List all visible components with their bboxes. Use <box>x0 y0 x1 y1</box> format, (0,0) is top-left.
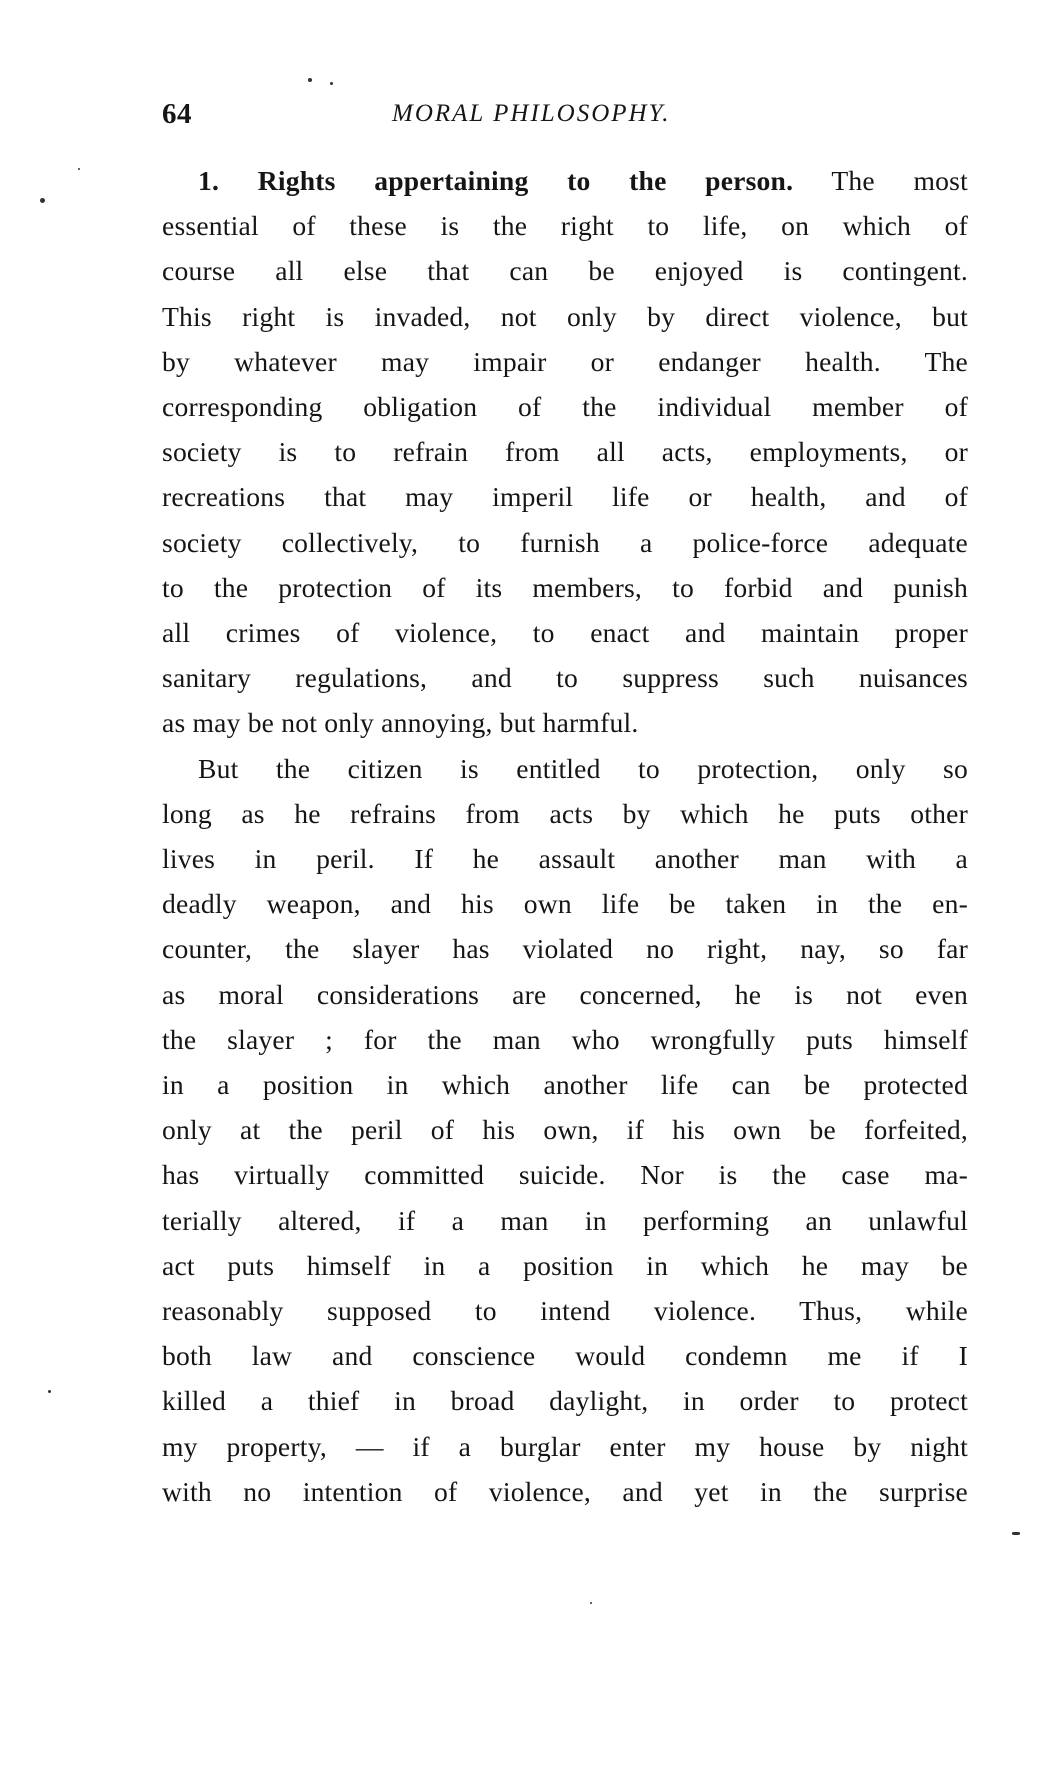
section-heading: 1. Rights appertaining to the person. <box>198 165 794 196</box>
scan-speck <box>48 1390 51 1393</box>
body-text <box>162 158 968 1514</box>
running-head: MORAL PHILOSOPHY. <box>392 100 671 127</box>
text-line-fragment: The most <box>831 165 968 196</box>
text-line: with no intention of violence, and yet in the surprise <box>162 1475 968 1507</box>
text-line: society is to refrain from all acts, employments, or <box>162 436 968 468</box>
text-line: lives in peril. If he assault another man with a <box>162 843 968 875</box>
page-header <box>162 98 970 138</box>
text-line: reasonably supposed to intend violence. Thus, while <box>162 1295 968 1327</box>
scan-speck <box>308 78 312 82</box>
text-line: by whatever may impair or endanger health. The <box>162 345 968 377</box>
text-line <box>162 158 968 203</box>
scan-speck <box>590 1602 592 1604</box>
text-line: in a position in which another life can be protected <box>162 1069 968 1101</box>
text-line: only at the peril of his own, if his own be forfeited, <box>162 1114 968 1146</box>
text-line: killed a thief in broad daylight, in order to protect <box>162 1385 968 1417</box>
text-line: act puts himself in a position in which he may be <box>162 1249 968 1281</box>
scan-speck <box>78 168 80 170</box>
text-line: the slayer ; for the man who wrongfully puts himself <box>162 1023 968 1055</box>
text-line: course all else that can be enjoyed is contingent. <box>162 255 968 287</box>
scan-speck <box>1012 1532 1020 1535</box>
text-line: terially altered, if a man in performing an unlawful <box>162 1204 968 1236</box>
text-line: essential of these is the right to life, on which of <box>162 210 968 242</box>
text-line: sanitary regulations, and to suppress such nuisances <box>162 662 968 694</box>
text-line: deadly weapon, and his own life be taken in the en- <box>162 888 968 920</box>
text-line: as moral considerations are concerned, he is not even <box>162 978 968 1010</box>
text-line: both law and conscience would condemn me if I <box>162 1340 968 1372</box>
text-line: all crimes of violence, to enact and maintain proper <box>162 617 968 649</box>
text-line: long as he refrains from acts by which he puts other <box>162 797 968 829</box>
text-line: my property, — if a burglar enter my house by night <box>162 1430 968 1462</box>
scan-speck <box>330 82 333 85</box>
text-line: has virtually committed suicide. Nor is the case ma- <box>162 1159 968 1191</box>
text-line: corresponding obligation of the individual member of <box>162 391 968 423</box>
scan-speck <box>40 198 45 203</box>
page-number: 64 <box>162 98 192 130</box>
text-line: recreations that may imperil life or health, and of <box>162 481 968 513</box>
text-line: society collectively, to furnish a police-force adequate <box>162 526 968 558</box>
text-line: This right is invaded, not only by direct violence, but <box>162 300 968 332</box>
text-line: counter, the slayer has violated no right, nay, so far <box>162 933 968 965</box>
text-line: as may be not only annoying, but harmful. <box>162 707 639 739</box>
text-line: But the citizen is entitled to protection, only so <box>198 752 968 784</box>
paragraph-protection-limits <box>162 746 968 1514</box>
text-line: to the protection of its members, to forbid and punish <box>162 571 968 603</box>
paragraph-rights-of-person <box>162 158 968 746</box>
